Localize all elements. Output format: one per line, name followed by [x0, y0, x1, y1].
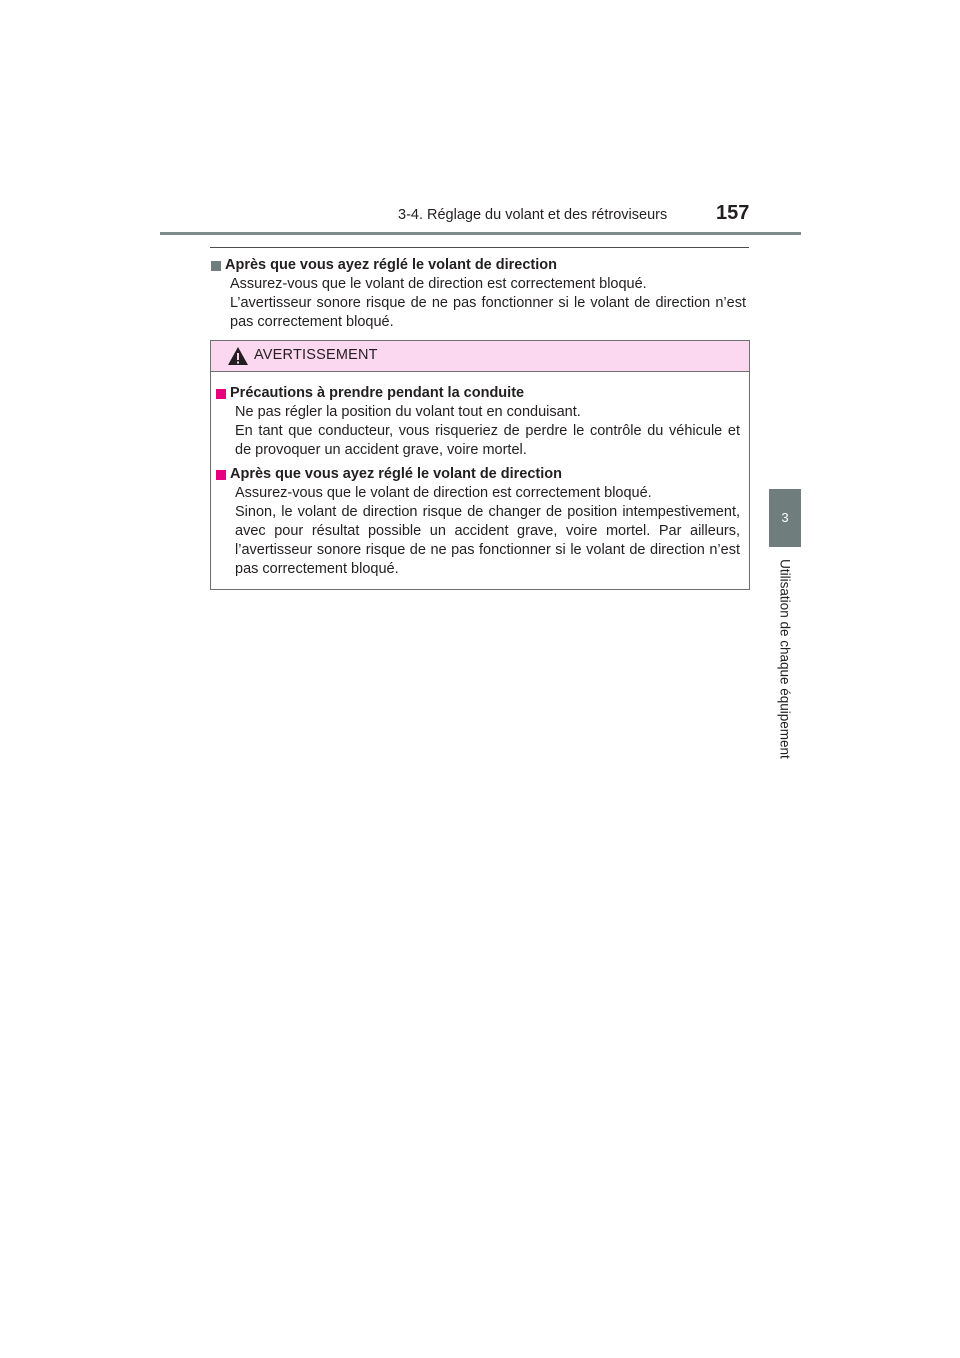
warning-item-body	[235, 403, 740, 460]
chapter-side-label: Utilisation de chaque équipement	[777, 559, 793, 759]
warning-line: Sinon, le volant de direction risque de changer de position intempestivement, avec pour résultat possible un accident grave, voire mortel. Par ailleurs, l’avertisseur sonore risque de ne pas fonctionner si le volant de direction n’est pas correctement bloqué.	[235, 504, 740, 577]
warning-item-heading-text: Après que vous ayez réglé le volant de direction	[230, 466, 562, 482]
warning-box	[210, 340, 750, 590]
warning-line: Ne pas régler la position du volant tout en conduisant.	[235, 404, 581, 420]
section-rule	[210, 247, 749, 248]
warning-header	[211, 341, 749, 372]
steering-locked-section	[211, 256, 746, 332]
warning-line: En tant que conducteur, vous risqueriez de perdre le contrôle du véhicule et de provoquer un accident grave, voire mortel.	[235, 423, 740, 458]
section-line: Assurez-vous que le volant de direction est correctement bloqué.	[230, 276, 647, 292]
section-body	[230, 275, 746, 332]
section-heading	[211, 256, 746, 275]
warning-item-driving	[216, 384, 740, 460]
warning-triangle-icon	[227, 346, 249, 366]
warning-item-heading	[216, 384, 740, 403]
page-number: 157	[716, 202, 750, 224]
warning-item-heading	[216, 465, 740, 484]
warning-item-heading-text: Précautions à prendre pendant la conduite	[230, 385, 525, 401]
warning-label: AVERTISSEMENT	[254, 347, 378, 363]
section-heading-text: Après que vous ayez réglé le volant de direction	[225, 257, 557, 273]
warning-line: Assurez-vous que le volant de direction est correctement bloqué.	[235, 485, 652, 501]
warning-item-locked	[216, 465, 740, 579]
warning-body	[211, 372, 749, 579]
square-bullet-icon	[211, 261, 221, 271]
section-line: L’avertisseur sonore risque de ne pas fonctionner si le volant de direction n’est pas correctement bloqué.	[230, 295, 746, 330]
header-section-title: 3-4. Réglage du volant et des rétroviseurs	[398, 207, 668, 223]
header-rule	[160, 232, 801, 235]
square-bullet-icon	[216, 389, 226, 399]
warning-item-body	[235, 484, 740, 579]
square-bullet-icon	[216, 470, 226, 480]
chapter-tab: 3	[769, 489, 801, 547]
